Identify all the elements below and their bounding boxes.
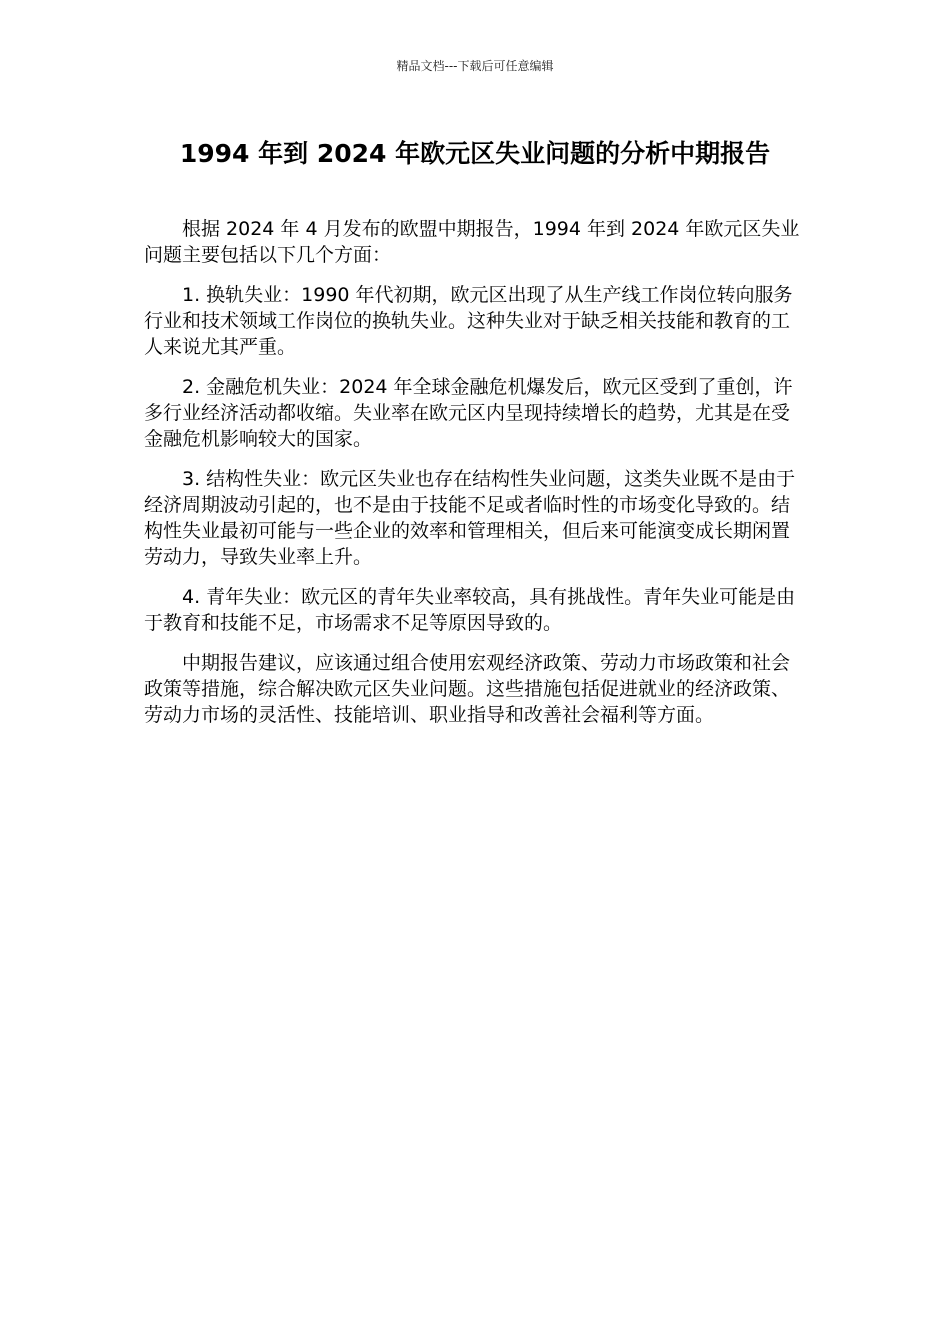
document-title: 1994 年到 2024 年欧元区失业问题的分析中期报告	[179, 139, 771, 168]
point-3-paragraph: 3. 结构性失业：欧元区失业也存在结构性失业问题，这类失业既不是由于经济周期波动引起的，也不是由于技能不足或者临时性的市场变化导致的。结构性失业最初可能与一些企业的效率和管理相关，但后来可能演变成长期闲置劳动力，导致失业率上升。	[144, 468, 796, 568]
point-1-paragraph: 1. 换轨失业：1990 年代初期，欧元区出现了从生产线工作岗位转向服务行业和技术领域工作岗位的换轨失业。这种失业对于缺乏相关技能和教育的工人来说尤其严重。	[144, 284, 793, 358]
document-body	[144, 216, 806, 742]
conclusion-paragraph: 中期报告建议，应该通过组合使用宏观经济政策、劳动力市场政策和社会政策等措施，综合解决欧元区失业问题。这些措施包括促进就业的经济政策、劳动力市场的灵活性、技能培训、职业指导和改善社会福利等方面。	[144, 652, 791, 726]
intro-paragraph: 根据 2024 年 4 月发布的欧盟中期报告，1994 年到 2024 年欧元区失业问题主要包括以下几个方面：	[144, 218, 800, 266]
header-note: 精品文档---下载后可任意编辑	[396, 59, 554, 73]
point-2-paragraph: 2. 金融危机失业：2024 年全球金融危机爆发后，欧元区受到了重创，许多行业经济活动都收缩。失业率在欧元区内呈现持续增长的趋势，尤其是在受金融危机影响较大的国家。	[144, 376, 793, 450]
point-4-paragraph: 4. 青年失业：欧元区的青年失业率较高，具有挑战性。青年失业可能是由于教育和技能不足，市场需求不足等原因导致的。	[144, 586, 796, 634]
